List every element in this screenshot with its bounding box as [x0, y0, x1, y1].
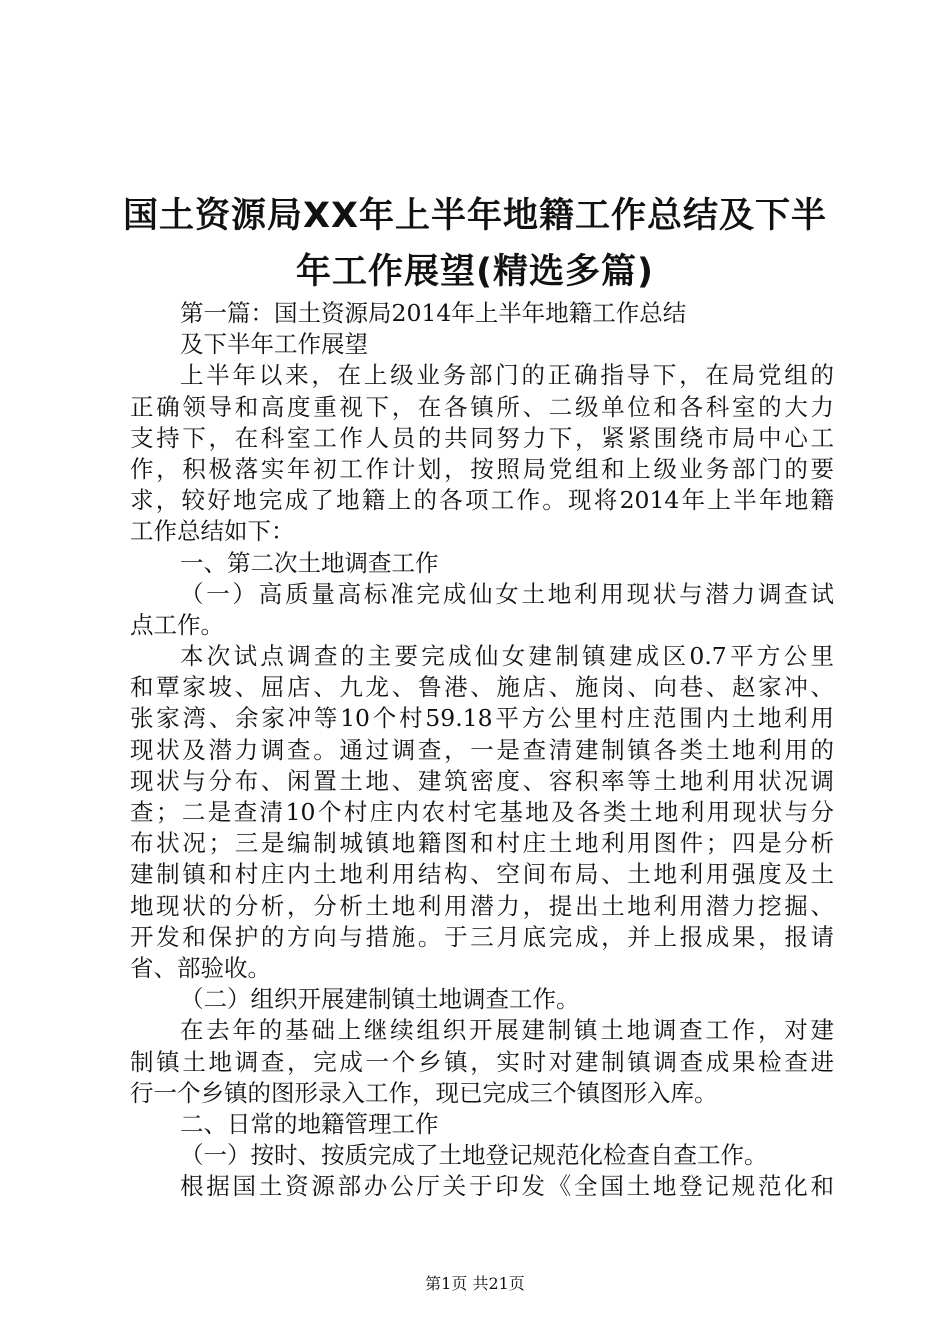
paragraph-line: 开发和保护的方向与措施。于三月底完成，并上报成果，报请	[130, 922, 834, 951]
paragraph-line: 本次试点调查的主要完成仙女建制镇建成区0.7平方公里	[180, 642, 834, 671]
subsection-heading: （二）组织开展建制镇土地调查工作。	[180, 985, 580, 1014]
paragraph-line: 省、部验收。	[130, 953, 271, 982]
paragraph-line: 张家湾、余家冲等10个村59.18平方公里村庄范围内土地利用	[130, 704, 834, 733]
paragraph-line: 在去年的基础上继续组织开展建制镇土地调查工作，对建	[180, 1016, 834, 1045]
section-heading: 第一篇：国土资源局2014年上半年地籍工作总结	[180, 299, 687, 327]
paragraph-line: 支持下，在科室工作人员的共同努力下，紧紧围绕市局中心工	[130, 423, 834, 452]
page-number-footer: 第1页 共21页	[425, 1274, 525, 1293]
document-title-line-2: 年工作展望(精选多篇)	[296, 252, 654, 292]
paragraph-line: 和覃家坡、屈店、九龙、鲁港、施店、施岗、向巷、赵家冲、	[130, 673, 834, 702]
paragraph-line: 工作总结如下：	[130, 517, 295, 546]
paragraph-line: 建制镇和村庄内土地利用结构、空间布局、土地利用强度及土	[130, 860, 834, 889]
paragraph-line: 作，积极落实年初工作计划，按照局党组和上级业务部门的要	[130, 454, 834, 483]
subsection-heading: （一）按时、按质完成了土地登记规范化检查自查工作。	[180, 1141, 768, 1170]
paragraph-line: 地现状的分析，分析土地利用潜力，提出土地利用潜力挖掘、	[130, 891, 834, 920]
document-body	[130, 298, 834, 1202]
document-title-line-1: 国土资源局XX年上半年地籍工作总结及下半	[123, 196, 827, 236]
paragraph-line: 上半年以来，在上级业务部门的正确指导下，在局党组的	[180, 361, 834, 390]
subsection-heading: （一）高质量高标准完成仙女土地利用现状与潜力调查试	[180, 579, 834, 608]
paragraph-line: 查；二是查清10个村庄内农村宅基地及各类土地利用现状与分	[130, 798, 834, 826]
paragraph-line: 现状及潜力调查。通过调查，一是查清建制镇各类土地利用的	[130, 735, 834, 764]
paragraph-line: 正确领导和高度重视下，在各镇所、二级单位和各科室的大力	[130, 392, 834, 421]
subsection-heading: 一、第二次土地调查工作	[180, 548, 439, 577]
paragraph-line: 制镇土地调查，完成一个乡镇，实时对建制镇调查成果检查进	[130, 1047, 834, 1076]
paragraph-line: 行一个乡镇的图形录入工作，现已完成三个镇图形入库。	[130, 1078, 718, 1107]
paragraph-line: 现状与分布、闲置土地、建筑密度、容积率等土地利用状况调	[130, 766, 834, 795]
paragraph-line: 布状况；三是编制城镇地籍图和村庄土地利用图件；四是分析	[130, 829, 834, 858]
section-heading-cont: 及下半年工作展望	[180, 330, 368, 359]
section-heading: 二、日常的地籍管理工作	[180, 1109, 439, 1138]
paragraph-line: 求，较好地完成了地籍上的各项工作。现将2014年上半年地籍	[130, 486, 834, 515]
paragraph-line: 点工作。	[130, 610, 224, 639]
paragraph-line: 根据国土资源部办公厅关于印发《全国土地登记规范化和	[180, 1172, 834, 1201]
